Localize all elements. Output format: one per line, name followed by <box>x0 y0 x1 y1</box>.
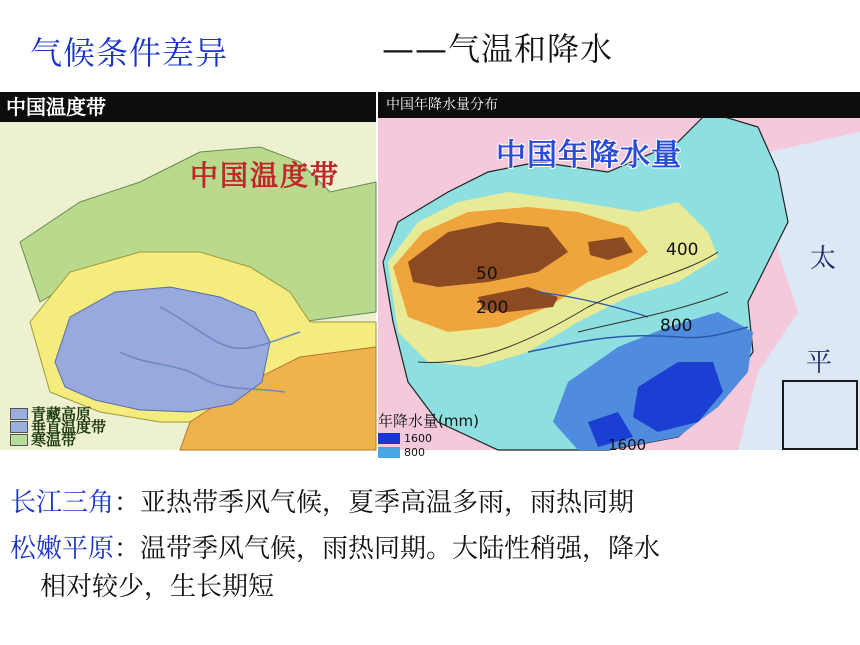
legend-swatch <box>10 434 28 446</box>
isoline-label: 200 <box>476 298 509 318</box>
precipitation-map-title: 中国年降水量 <box>496 138 682 173</box>
precipitation-legend-title: 年降水量(mm) <box>378 412 479 430</box>
content-line-yangtze <box>10 484 634 522</box>
precipitation-map-header: 中国年降水量分布 <box>378 92 860 118</box>
sea-label-char: 太 <box>810 244 837 274</box>
term-yangtze-delta: 长江三角 <box>10 488 115 518</box>
legend-row <box>378 445 479 459</box>
legend-label: 青藏高原 <box>31 405 92 423</box>
isoline-label: 50 <box>476 264 498 284</box>
legend-label: 寒温带 <box>31 431 77 449</box>
legend-label: 800 <box>404 445 425 459</box>
term-songnen-plain: 松嫩平原 <box>10 534 115 564</box>
temperature-zone-map-art <box>0 92 376 450</box>
temperature-map-header: 中国温度带 <box>0 92 376 122</box>
content-line-songnen <box>10 530 660 568</box>
slide-subtopic: ——气温和降水 <box>382 30 614 68</box>
precipitation-legend <box>378 410 479 459</box>
sea-label-char: 平 <box>806 348 833 378</box>
precipitation-map <box>378 92 860 459</box>
temperature-zone-map <box>0 92 376 450</box>
legend-label: 垂直温度带 <box>31 418 107 436</box>
south-china-sea-inset <box>782 380 858 450</box>
legend-swatch <box>378 447 400 458</box>
isoline-label: 1600 <box>608 436 647 454</box>
isoline-label: 400 <box>666 240 699 260</box>
legend-swatch <box>10 408 28 420</box>
legend-swatch <box>10 421 28 433</box>
legend-swatch <box>378 433 400 444</box>
desc-songnen-plain: ：温带季风气候，雨热同期。大陆性稍强，降水 <box>114 534 661 564</box>
temperature-legend <box>10 405 107 449</box>
isoline-label: 800 <box>660 316 693 336</box>
slide-topic: 气候条件差异 <box>30 34 229 72</box>
temperature-map-title: 中国温度带 <box>190 159 341 192</box>
legend-label: 1600 <box>404 431 432 445</box>
legend-row <box>378 431 479 445</box>
content-line-songnen-cont: 相对较少，生长期短 <box>40 572 275 602</box>
desc-yangtze-delta: ：亚热带季风气候，夏季高温多雨，雨热同期 <box>114 488 635 518</box>
